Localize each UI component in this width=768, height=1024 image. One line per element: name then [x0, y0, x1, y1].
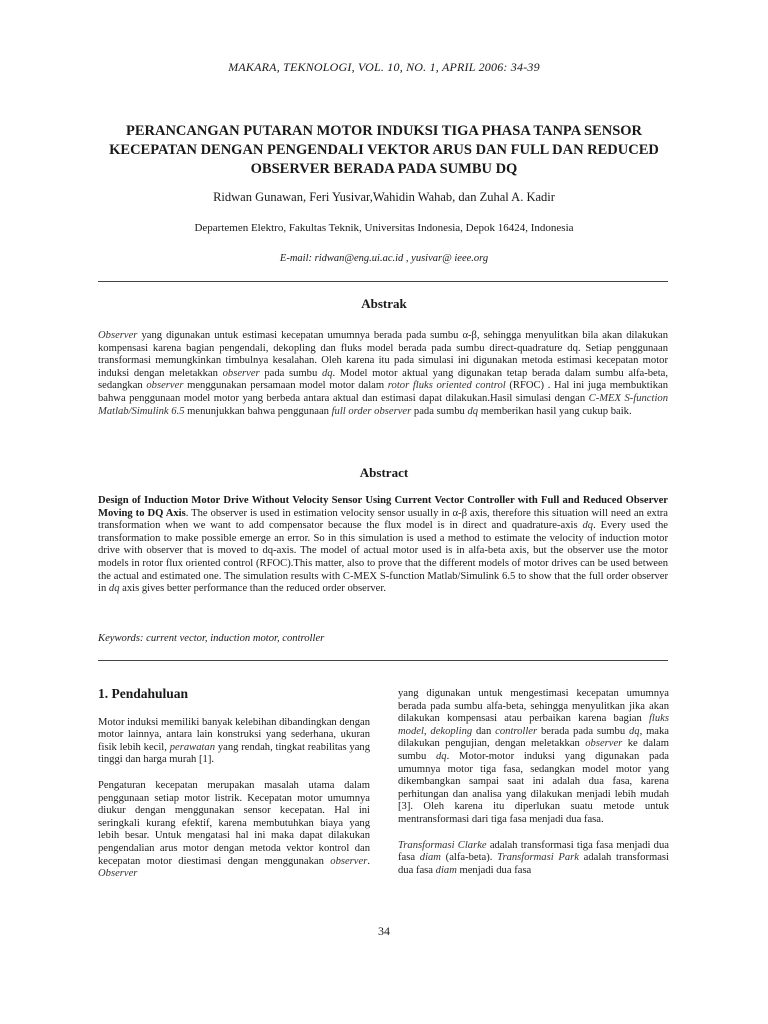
left-column	[98, 676, 370, 894]
author-list: Ridwan Gunawan, Feri Yusivar,Wahidin Wahab, dan Zuhal A. Kadir	[213, 190, 555, 204]
section-heading: 1. Pendahuluan	[98, 686, 189, 701]
paragraph: yang digunakan untuk mengestimasi kecepatan umumnya berada pada sumbu alfa-beta, sehingga menyulitkan jika akan dilakukan kompensasi atau perbaikan karena bagian fluks model, dekopling dan controller berada pada sumbu dq, maka dilakukan pengujian, dengan meletakkan observer ke dalam sumbu dq. Motor-motor induksi yang digunakan pada umumnya motor tiga fasa, sedangkan model motor yang dikembangkan sampai saat ini adalah dua fasa, karena perhitungan dan analisa yang dilakukan menjadi lebih mudah [3]. Oleh karena itu diperlukan suatu metode untuk mentransformasi dari tiga fasa menjadi dua fasa.	[398, 688, 670, 825]
bottom-divider	[98, 660, 668, 661]
keywords: Keywords: current vector, induction motor, controller	[98, 633, 325, 644]
top-divider	[98, 281, 668, 282]
paragraph: Transformasi Clarke adalah transformasi tiga fasa menjadi dua fasa diam (alfa-beta). Transformasi Park adalah transformasi dua fasa diam menjadi dua fasa	[398, 839, 669, 876]
author-email: E-mail: ridwan@eng.ui.ac.id , yusivar@ ieee.org	[279, 253, 489, 264]
affiliation: Departemen Elektro, Fakultas Teknik, Universitas Indonesia, Depok 16424, Indonesia	[194, 222, 574, 234]
paper-title: PERANCANGAN PUTARAN MOTOR INDUKSI TIGA PHASA TANPA SENSOR KECEPATAN DENGAN PENGENDALI VEKTOR ARUS DAN FULL DAN REDUCED OBSERVER BERADA PADA SUMBU DQ	[109, 123, 659, 177]
abstract-heading: Abstract	[359, 465, 409, 480]
paragraph: Motor induksi memiliki banyak kelebihan dibandingkan dengan motor lainnya, antara lain konstruksi yang sederhana, ukuran fisik lebih kecil, perawatan yang rendah, tingkat reabilitas yang tinggi dan harga murah [1].	[98, 716, 370, 766]
right-column	[398, 688, 669, 890]
journal-header: MAKARA, TEKNOLOGI, VOL. 10, NO. 1, APRIL 2006: 34-39	[228, 60, 540, 74]
abstrak-heading: Abstrak	[361, 296, 407, 311]
page-number: 34	[378, 924, 390, 938]
paragraph: Pengaturan kecepatan merupakan masalah utama dalam penggunaan setiap motor listrik. Kecepatan motor umumnya diukur dengan menggunakan sensor kecepatan. Hal ini seringkali kurang efektif, karena membutuhkan biaya yang lebih besar. Untuk mengatasi hal ini maka dapat dilakukan pengendalian arus motor dengan metoda vektor kontrol dan kecepatan motor diestimasi dengan menggunakan observer. Observer	[98, 779, 370, 880]
abstrak-body: Observer yang digunakan untuk estimasi kecepatan umumnya berada pada sumbu α-β, sehingga menyulitkan bila akan dilakukan kompensasi karena bagian pengendali, dekopling dan fluks model berada pada sumbu direct-quadrature dq. Setiap penggunaan transformasi memungkinkan timbulnya kesalahan. Oleh karena itu pada simulasi ini digunakan metoda estimasi kecepatan motor induksi dengan meletakkan observer pada sumbu dq. Model motor aktual yang digunakan tetap berada dalam sumbu alfa-beta, sedangkan observer menggunakan persamaan model motor dalam rotor fluks oriented control (RFOC) . Hal ini juga membuktikan bahwa penggunaan model motor yang berbeda antara aktual dan estimasi dapat dilakukan.Hasil simulasi dengan C-MEX S-function Matlab/Simulink 6.5 menunjukkan bahwa penggunaan full order observer pada sumbu dq memberikan hasil yang cukup baik.	[98, 330, 669, 417]
abstract-body: Design of Induction Motor Drive Without Velocity Sensor Using Current Vector Controller with Full and Reduced Observer Moving to DQ Axis. The observer is used in estimation velocity sensor usually in α-β axis, therefore this situation will need an extra transformation when we want to add compensator because the flux model is in direct and quadrature-axis dq. Every used the transformation to make possible emerge an error. So in this simulation is used a method to estimate the velocity of induction motor drive with observer that is moved to dq-axis. The model of actual motor used is in alfa-beta axis, but the observer use the motor models in rotor flux oriented control (RFOC).This matter, also to prove that the different models of motor drives can be used between the actual and estimated one. The simulation results with C-MEX S-function Matlab/Simulink 6.5 to show that the full order observer in dq axis gives better performance than the reduced order observer.	[98, 495, 668, 595]
